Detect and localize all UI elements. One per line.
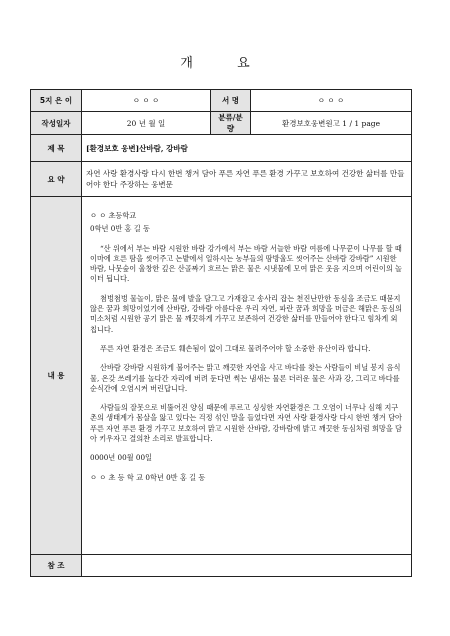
document-title: 개 요	[180, 56, 270, 71]
content-school: ㅇ ㅇ 초등학교	[90, 211, 137, 220]
content-paragraph-1: “산 위에서 부는 바람 시원한 바람 강가에서 부는 바람 서늘한 바람 여름에 나무꾼이 나무를 할 때 이마에 흐른 땀을 씻어주고 논밭에서 일하시는 농부들의 땀방울도 씻어주는 산바람 강바람” 시원한 바람, 나뭇숲이 울창한 깊은 산골짜기 흐르는 맑은 물은 시냇물에 모여 맑은 웃음 지으며 어린이의 놀이터 됩니다.	[90, 243, 402, 284]
content-name: 0학년 0반 홍 길 동	[90, 224, 150, 234]
content-date: 0000년 00월 00일	[90, 453, 152, 463]
overview-form-table	[30, 89, 412, 577]
content-signature: ㅇ ㅇ 초 등 학 교 0학년 0반 홍 길 동	[90, 472, 206, 482]
value-author: ㅇ ㅇ ㅇ	[82, 90, 211, 112]
row-subject	[31, 135, 412, 162]
content-body	[82, 197, 412, 555]
label-author: 5지 은 이	[31, 90, 82, 112]
value-name: ㅇ ㅇ ㅇ	[251, 90, 412, 112]
label-reference: 참 조	[31, 555, 82, 577]
label-name: 서 명	[211, 90, 251, 112]
value-category: 환경보호웅변원고 1 / 1 page	[251, 112, 412, 135]
label-content: 내 용	[31, 197, 82, 555]
row-summary	[31, 162, 412, 197]
row-content	[31, 197, 412, 555]
label-category: 분류/분량	[211, 112, 251, 135]
label-date-written: 작성일자	[31, 112, 82, 135]
value-subject: [환경보호 웅변]산바람, 강바람	[82, 135, 412, 162]
content-paragraph-2: 첨벙첨벙 물놀이, 맑은 물에 발을 담그고 가재잡고 송사리 잡는 천진난만한 동심을 조금도 때묻지 않은 꿈과 희망이었기에 산바람, 강바람 아름다운 우리 자연, 파란 꿈과 희망을 머금은 해맑은 동심의 미소처럼 시원한 공기 맑은 물 깨끗하게 가꾸고 보존하여 건강한 삶터를 만들어야 한다고 힘차게 외칩니다.	[90, 293, 402, 334]
row-reference	[31, 555, 412, 577]
value-date-written: 20 년 월 일	[82, 112, 211, 135]
value-reference	[82, 555, 412, 577]
row-date	[31, 112, 412, 135]
value-summary: 자연 사랑 환경사랑 다시 한번 챙겨 담아 푸른 자연 푸른 환경 가꾸고 보호하여 건강한 삶터를 만들어야 한다 주장하는 웅변문	[82, 162, 412, 197]
content-paragraph-5: 사람들의 잘못으로 비뚤어진 양심 때문에 푸르고 싱싱한 자연환경은 그 오염이 너무나 심해 지구촌의 생태계가 몸살을 앓고 있다는 걱정 섞인 말을 들었다면 자연 사랑 환경사랑 다시 한번 챙겨 담아 푸른 자연 푸른 환경 가꾸고 보호하여 맑고 시원한 산바람, 강바람에 밝고 깨끗한 동심처럼 희망을 담아 키우자고 결의찬 소리로 발표합니다.	[90, 403, 402, 444]
label-subject: 제 목	[31, 135, 82, 162]
label-summary: 요 약	[31, 162, 82, 197]
content-paragraph-3: 푸른 자연 환경은 조금도 훼손됨이 없이 그대로 물려주어야 할 소중한 유산이라 합니다.	[100, 343, 371, 353]
content-paragraph-4: 산바람 강바람 시원하게 불어주는 맑고 깨끗한 자연을 사고 바다를 찾는 사람들이 비닐 봉지 음식물, 온갖 쓰레기를 놀다간 자리에 버려 둔다면 썩는 냄새는 물론 더러운 물은 사과 강, 그리고 바다를 순식간에 오염시켜 버린답니다.	[90, 363, 401, 393]
row-author	[31, 90, 412, 112]
